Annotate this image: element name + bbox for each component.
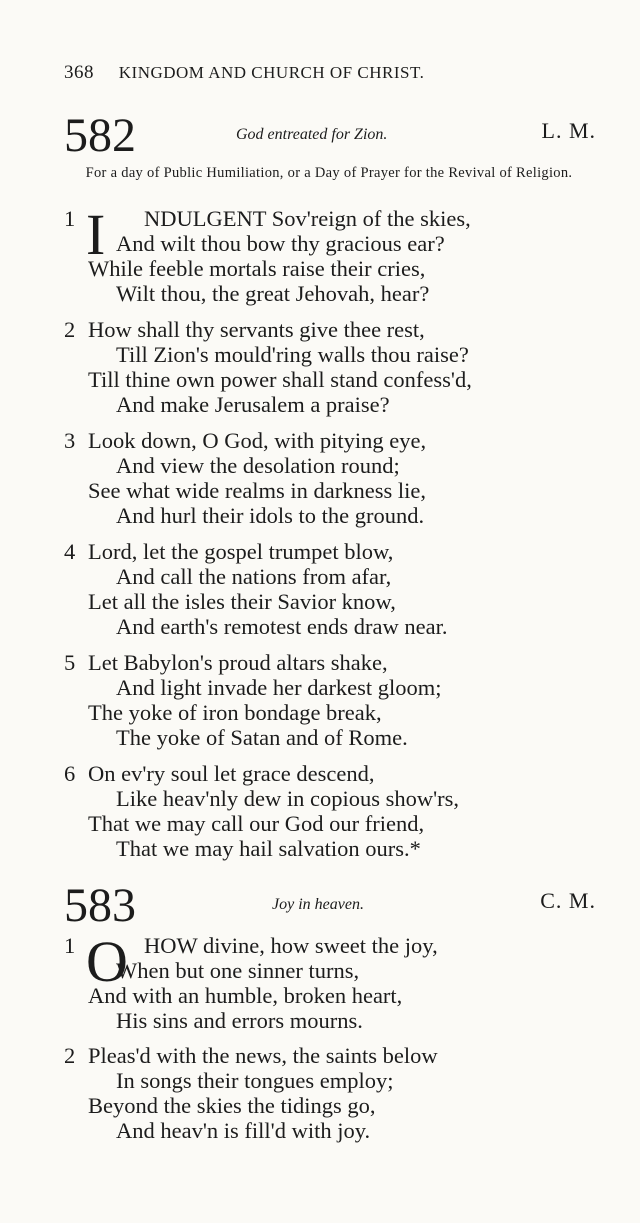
hymn-title: Joy in heaven. — [272, 896, 364, 913]
verse-number: 2 — [64, 1043, 76, 1068]
verse-number: 1 — [64, 206, 76, 231]
verse-line: His sins and errors mourns. — [116, 1008, 363, 1033]
drop-cap: I — [86, 202, 106, 267]
verse-line: When but one sinner turns, — [116, 958, 360, 983]
verse-number: 4 — [64, 539, 76, 564]
hymn-582-header — [64, 109, 596, 162]
hymn-title: God entreated for Zion. — [236, 126, 388, 143]
verse-line: The yoke of Satan and of Rome. — [116, 725, 408, 750]
verse-line: Let Babylon's proud altars shake, — [88, 650, 388, 675]
verse-line: While feeble mortals raise their cries, — [88, 256, 426, 281]
verse-582-1 — [64, 202, 604, 306]
hymn-number: 583 — [64, 879, 136, 932]
verse-line: And hurl their idols to the ground. — [116, 503, 425, 528]
hymn-583-header — [64, 879, 596, 932]
verse-line: Pleas'd with the news, the saints below — [88, 1043, 438, 1068]
verse-line: Look down, O God, with pitying eye, — [88, 428, 427, 453]
verse-line: And light invade her darkest gloom; — [116, 675, 442, 700]
verse-line: And call the nations from afar, — [116, 564, 392, 589]
verse-line: How shall thy servants give thee rest, — [88, 317, 425, 342]
hymn-number: 582 — [64, 109, 136, 162]
verse-582-5 — [64, 650, 604, 750]
page-number: 368 — [64, 62, 94, 83]
verse-582-3 — [64, 428, 604, 528]
verse-582-6 — [64, 761, 604, 861]
verse-line: And make Jerusalem a praise? — [116, 392, 390, 417]
hymn-occasion: For a day of Public Humiliation, or a Day of Prayer for the Revival of Religion. — [85, 165, 573, 181]
verse-number: 5 — [64, 650, 76, 675]
verse-line: Till Zion's mould'ring walls thou raise? — [116, 342, 469, 367]
verse-line: Lord, let the gospel trumpet blow, — [88, 539, 394, 564]
hymn-meter: C. M. — [540, 888, 596, 913]
verse-line: NDULGENT Sov'reign of the skies, — [144, 206, 471, 231]
verse-line: And wilt thou bow thy gracious ear? — [116, 231, 445, 256]
verse-line: That we may hail salvation ours.* — [116, 836, 421, 861]
verse-number: 3 — [64, 428, 76, 453]
verse-line: And heav'n is fill'd with joy. — [116, 1118, 371, 1143]
verse-line: That we may call our God our friend, — [88, 811, 425, 836]
drop-cap: O — [86, 929, 128, 994]
verse-line: And with an humble, broken heart, — [88, 983, 403, 1008]
verse-line: Wilt thou, the great Jehovah, hear? — [116, 281, 430, 306]
verse-line: Let all the isles their Savior know, — [88, 589, 396, 614]
section-title: KINGDOM AND CHURCH OF CHRIST. — [118, 63, 425, 82]
verse-line: HOW divine, how sweet the joy, — [144, 933, 438, 958]
verse-number: 2 — [64, 317, 76, 342]
verse-line: Till thine own power shall stand confess'd, — [88, 367, 472, 392]
verse-583-1 — [64, 929, 604, 1033]
verse-number: 6 — [64, 761, 76, 786]
verse-line: On ev'ry soul let grace descend, — [88, 761, 375, 786]
verse-line: And earth's remotest ends draw near. — [116, 614, 448, 639]
verse-line: See what wide realms in darkness lie, — [88, 478, 427, 503]
verse-line: Beyond the skies the tidings go, — [88, 1093, 376, 1118]
running-head — [64, 62, 594, 84]
verse-line: In songs their tongues employ; — [116, 1068, 394, 1093]
verse-line: Like heav'nly dew in copious show'rs, — [116, 786, 460, 811]
verse-583-2 — [64, 1043, 604, 1143]
hymn-meter: L. M. — [541, 118, 596, 143]
verse-582-2 — [64, 317, 604, 417]
verse-582-4 — [64, 539, 604, 639]
verse-number: 1 — [64, 933, 76, 958]
verse-line: The yoke of iron bondage break, — [88, 700, 382, 725]
verse-line: And view the desolation round; — [116, 453, 400, 478]
